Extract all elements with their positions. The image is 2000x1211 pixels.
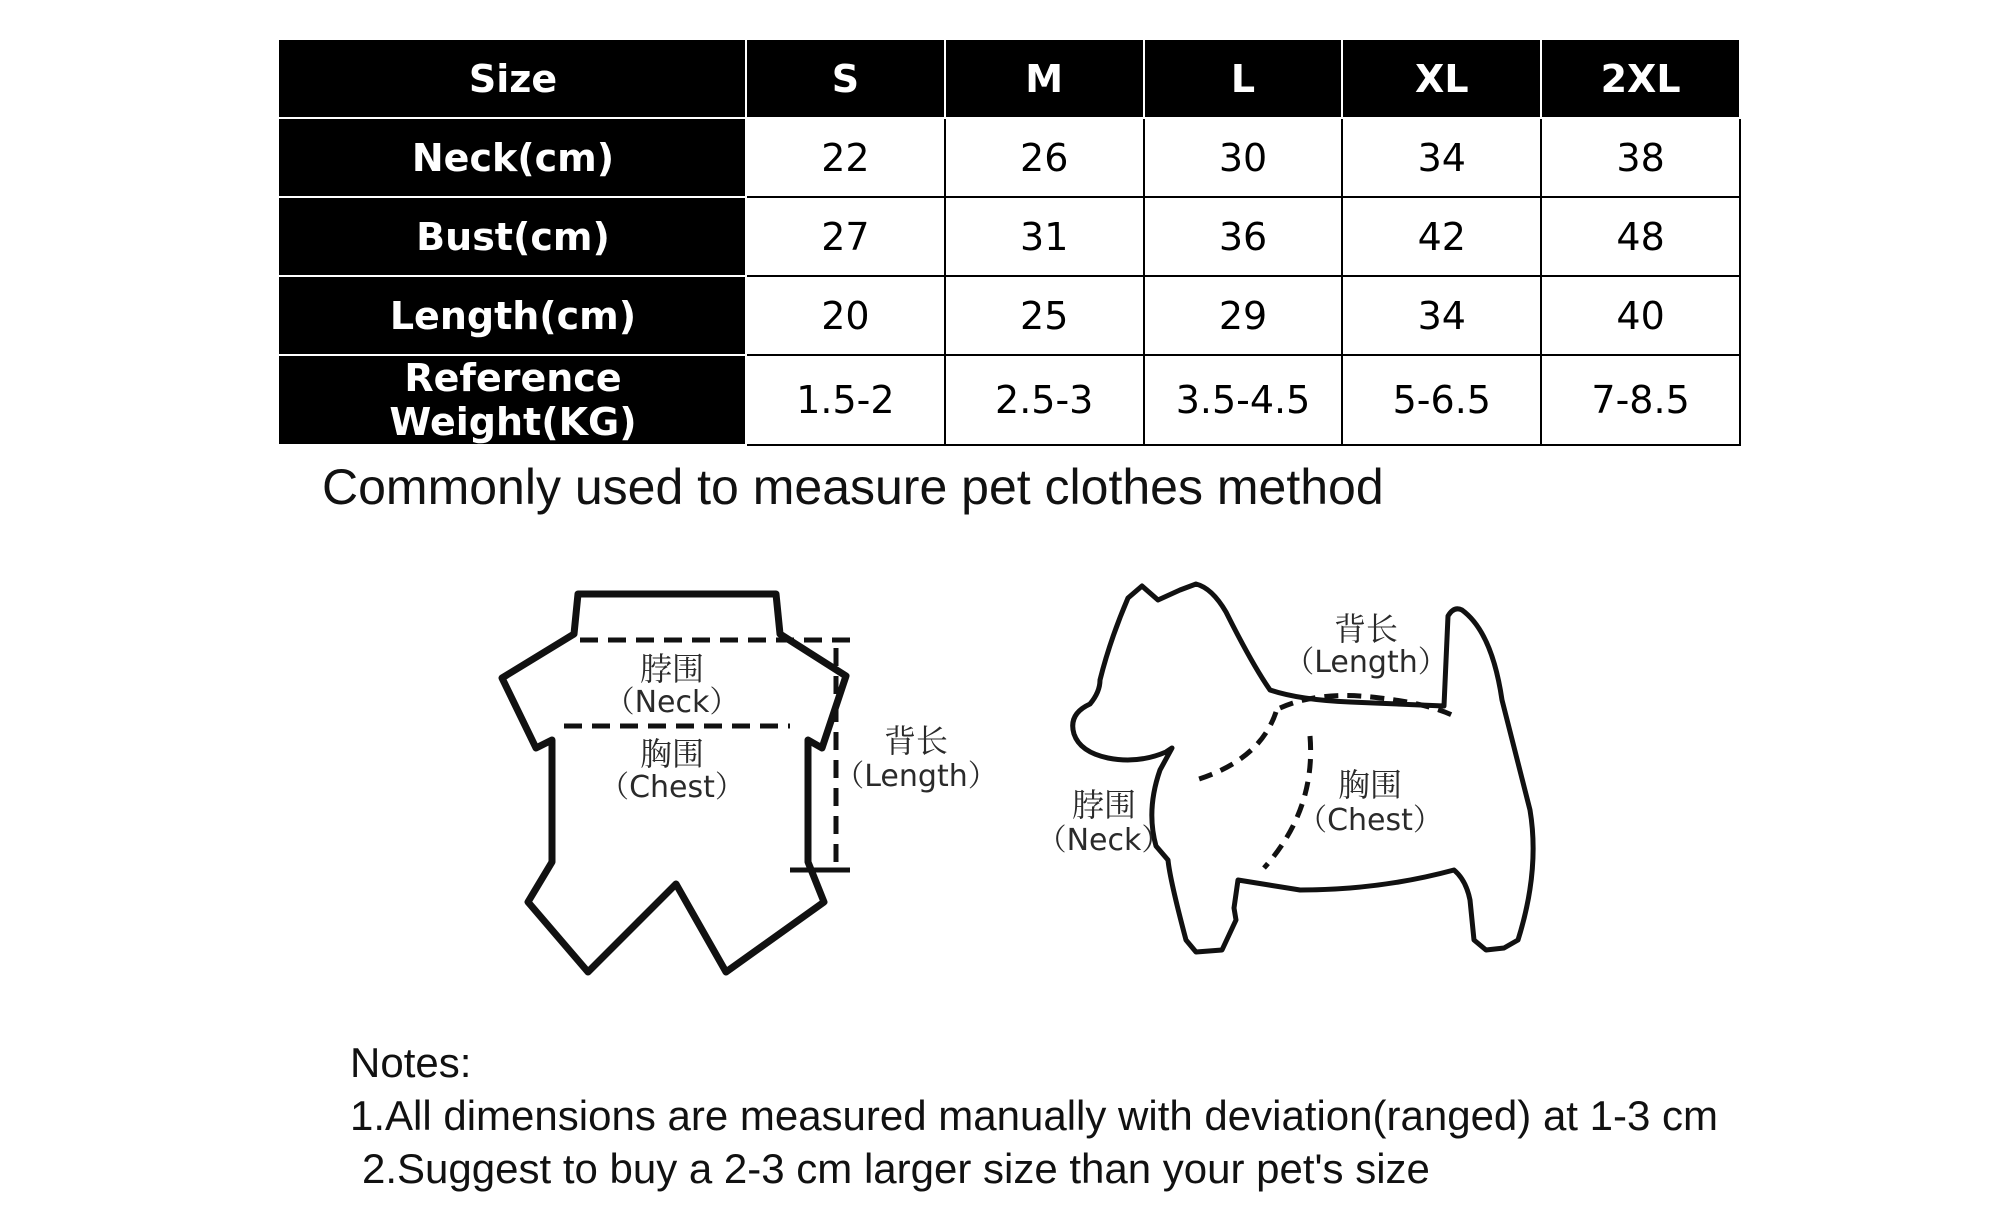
table-cell: 42: [1342, 197, 1541, 276]
row-label-length: Length(cm): [280, 276, 746, 355]
dog-neck-dashed-line: [1196, 712, 1276, 780]
table-cell: 7-8.5: [1541, 355, 1740, 445]
dog-neck-cn-label: 脖围: [1071, 786, 1137, 824]
notes-heading: Notes:: [350, 1039, 472, 1086]
dog-chest-dashed-line: [1264, 736, 1311, 868]
dog-length-en-label: （Length）: [1284, 645, 1448, 680]
dog-outline: [1073, 584, 1533, 952]
notes-line-1: 1.All dimensions are measured manually with deviation(ranged) at 1-3 cm: [350, 1092, 1718, 1139]
garment-chest-en-label: （Chest）: [599, 770, 745, 805]
dog-neck-en-label: （Neck）: [1036, 823, 1172, 858]
table-cell: 29: [1144, 276, 1343, 355]
notes-section: [350, 1036, 1718, 1195]
row-label-neck: Neck(cm): [280, 118, 746, 197]
dog-length-cn-label: 背长: [1333, 610, 1399, 648]
size-header-2xl: 2XL: [1541, 39, 1740, 118]
table-cell: 30: [1144, 118, 1343, 197]
dog-chest-en-label: （Chest）: [1297, 803, 1443, 838]
method-title: Commonly used to measure pet clothes method: [322, 459, 1384, 515]
table-cell: 34: [1342, 118, 1541, 197]
table-cell: 3.5-4.5: [1144, 355, 1343, 445]
row-label-weight: Reference Weight(KG): [280, 355, 746, 445]
table-cell: 1.5-2: [746, 355, 945, 445]
garment-neck-cn-label: 脖围: [639, 650, 705, 688]
table-cell: 2.5-3: [945, 355, 1144, 445]
table-cell: 27: [746, 197, 945, 276]
dog-length-dashed-line: [1280, 696, 1454, 716]
dog-chest-cn-label: 胸围: [1337, 766, 1403, 804]
size-header-m: M: [945, 39, 1144, 118]
size-header-xl: XL: [1342, 39, 1541, 118]
table-cell: 22: [746, 118, 945, 197]
size-header-s: S: [746, 39, 945, 118]
table-cell: 26: [945, 118, 1144, 197]
table-cell: 5-6.5: [1342, 355, 1541, 445]
garment-neck-en-label: （Neck）: [604, 685, 740, 720]
garment-length-en-label: （Length）: [834, 759, 998, 794]
table-cell: 31: [945, 197, 1144, 276]
table-cell: 34: [1342, 276, 1541, 355]
dog-diagram: [1073, 584, 1533, 952]
table-cell: 48: [1541, 197, 1740, 276]
table-cell: 40: [1541, 276, 1740, 355]
garment-chest-cn-label: 胸围: [639, 735, 705, 773]
dog-measure-lines: [1196, 696, 1454, 868]
garment-length-cn-label: 背长: [883, 722, 949, 760]
size-header-l: L: [1144, 39, 1343, 118]
table-cell: 38: [1541, 118, 1740, 197]
size-header-label: Size: [280, 39, 746, 118]
table-cell: 36: [1144, 197, 1343, 276]
table-cell: 25: [945, 276, 1144, 355]
notes-line-2: 2.Suggest to buy a 2-3 cm larger size than your pet's size: [362, 1145, 1430, 1192]
table-cell: 20: [746, 276, 945, 355]
row-label-bust: Bust(cm): [280, 197, 746, 276]
